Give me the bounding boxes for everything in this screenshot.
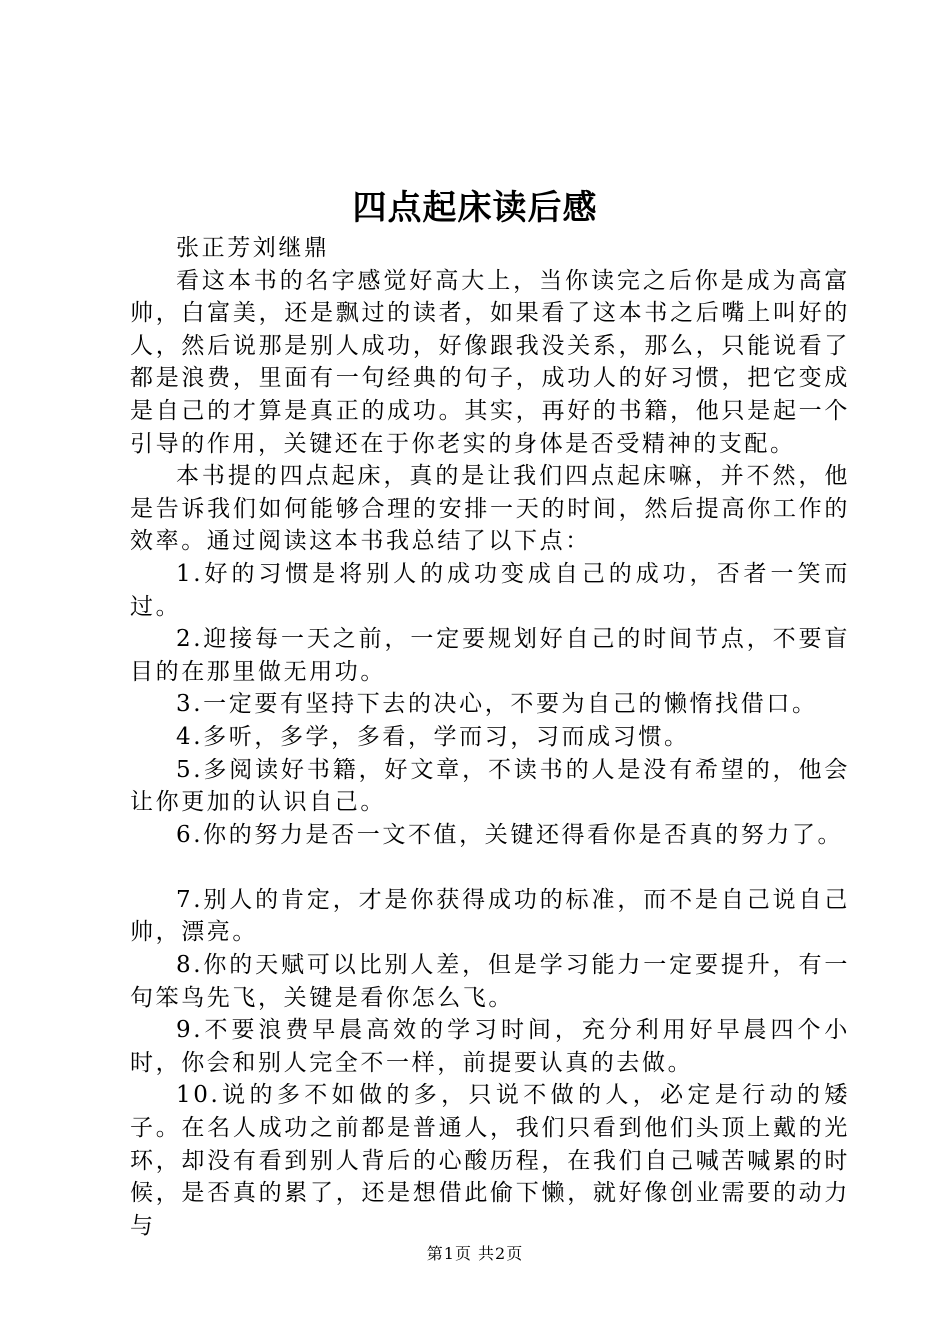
list-item: 8.你的天赋可以比别人差，但是学习能力一定要提升，有一句笨鸟先飞，关键是看你怎么飞。 xyxy=(130,952,850,1011)
body-paragraph: 看这本书的名字感觉好高大上，当你读完之后你是成为高富帅，白富美，还是飘过的读者，如果看了这本书之后嘴上叫好的人，然后说那是别人成功，好像跟我没关系，那么，只能说看了都是浪费，里面有一句经典的句子，成功人的好习惯，把它变成是自己的才算是真正的成功。其实，再好的书籍，他只是起一个引导的作用，关键还在于你老实的身体是否受精神的支配。 xyxy=(130,267,850,457)
list-item: 7.别人的肯定，才是你获得成功的标准，而不是自己说自己帅，漂亮。 xyxy=(130,886,850,946)
list-item: 10.说的多不如做的多，只说不做的人，必定是行动的矮子。在名人成功之前都是普通人，我们只看到他们头顶上戴的光环，却没有看到别人背后的心酸历程，在我们自己喊苦喊累的时候，是否真的累了，还是想借此偷下懒，就好像创业需要的动力与 xyxy=(130,1082,850,1239)
list-item: 6.你的努力是否一文不值，关键还得看你是否真的努力了。 xyxy=(176,821,844,848)
page-number-footer: 第1页 共2页 xyxy=(426,1244,524,1263)
blank-line xyxy=(130,851,850,884)
author-line: 张正芳刘继鼎 xyxy=(176,235,330,261)
list-item: 9.不要浪费早晨高效的学习时间，充分利用好早晨四个小时，你会和别人完全不一样，前提要认真的去做。 xyxy=(130,1017,850,1076)
list-item: 5.多阅读好书籍，好文章，不读书的人是没有希望的，他会让你更加的认识自己。 xyxy=(130,756,850,816)
body-paragraph: 本书提的四点起床，真的是让我们四点起床嘛，并不然，他是告诉我们如何能够合理的安排一天的时间，然后提高你工作的效率。通过阅读这本书我总结了以下点： xyxy=(130,463,850,555)
list-item: 1.好的习惯是将别人的成功变成自己的成功，否者一笑而过。 xyxy=(130,560,850,620)
document-body xyxy=(130,232,850,1242)
list-item: 4.多听，多学，多看，学而习，习而成习惯。 xyxy=(176,723,690,750)
list-item: 2.迎接每一天之前，一定要规划好自己的时间节点，不要盲目的在那里做无用功。 xyxy=(130,626,850,685)
document-title: 四点起床读后感 xyxy=(352,188,598,228)
list-item: 3.一定要有坚持下去的决心，不要为自己的懒惰找借口。 xyxy=(176,691,818,718)
